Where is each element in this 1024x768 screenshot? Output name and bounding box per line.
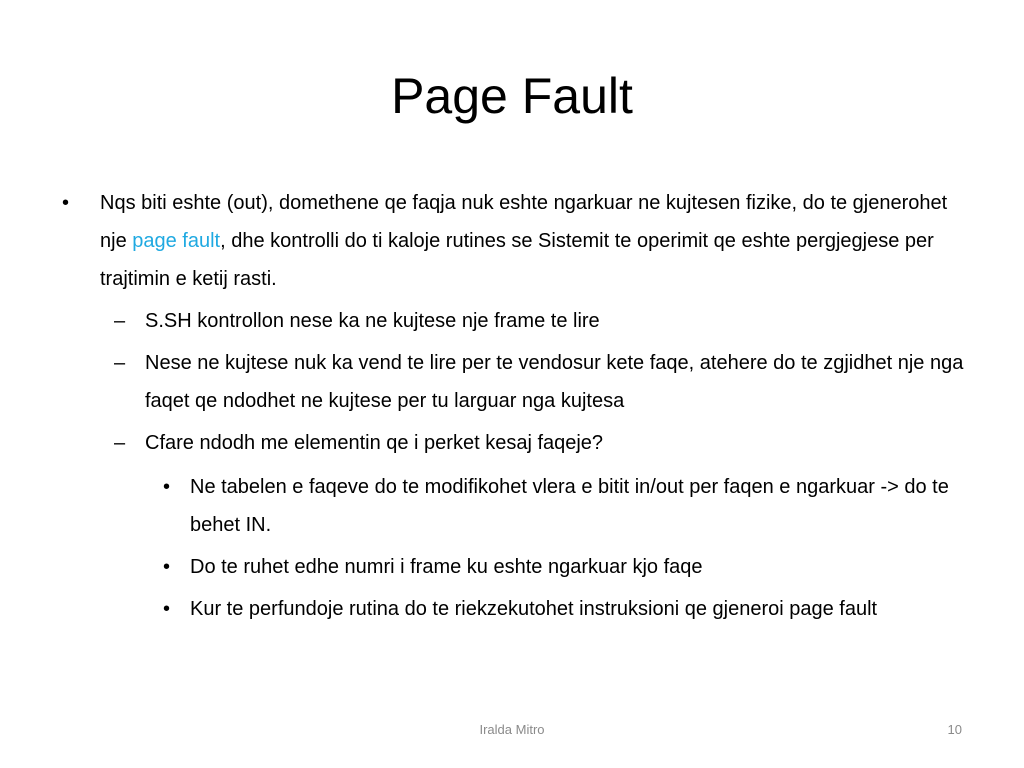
dash-marker: –	[114, 432, 126, 454]
sub-sub-bullet-item: Do te ruhet edhe numri i frame ku eshte ngarkuar kjo faqe	[190, 556, 703, 578]
sub-bullet-item: S.SH kontrollon nese ka ne kujtese nje frame te lire	[145, 310, 600, 332]
bullet-text-after: , dhe kontrolli do ti kaloje rutines se Sistemit te operimit qe eshte pergjegjese per trajtimin e ketij rasti.	[100, 230, 934, 290]
sub-sub-bullet-item: Ne tabelen e faqeve do te modifikohet vlera e bitit in/out per faqen e ngarkuar -> do te behet IN.	[190, 476, 949, 536]
dash-marker: –	[114, 352, 126, 374]
bullet-marker: •	[163, 476, 171, 498]
sub-bullet-item: Nese ne kujtese nuk ka vend te lire per te vendosur kete faqe, atehere do te zgjidhet nje nga faqet qe ndodhet ne kujtese per tu larguar nga kujtesa	[145, 352, 964, 412]
footer-page-number: 10	[947, 722, 962, 737]
sub-bullet-item: Cfare ndodh me elementin qe i perket kesaj faqeje?	[145, 432, 604, 454]
page-fault-highlight: page fault	[132, 230, 221, 252]
bullet-marker: •	[163, 598, 171, 620]
bullet-marker: •	[163, 556, 171, 578]
slide-title: Page Fault	[391, 68, 633, 124]
bullet-marker: •	[62, 192, 70, 214]
sub-sub-bullet-item: Kur te perfundoje rutina do te riekzekutohet instruksioni qe gjeneroi page fault	[190, 598, 878, 620]
bullet-text-before: Nqs biti eshte (out), domethene qe faqja nuk eshte ngarkuar ne kujtesen fizike, do te gjenerohet nje	[100, 192, 948, 252]
footer-author: Iralda Mitro	[479, 722, 545, 737]
bullet-item	[100, 184, 970, 298]
dash-marker: –	[114, 310, 126, 332]
